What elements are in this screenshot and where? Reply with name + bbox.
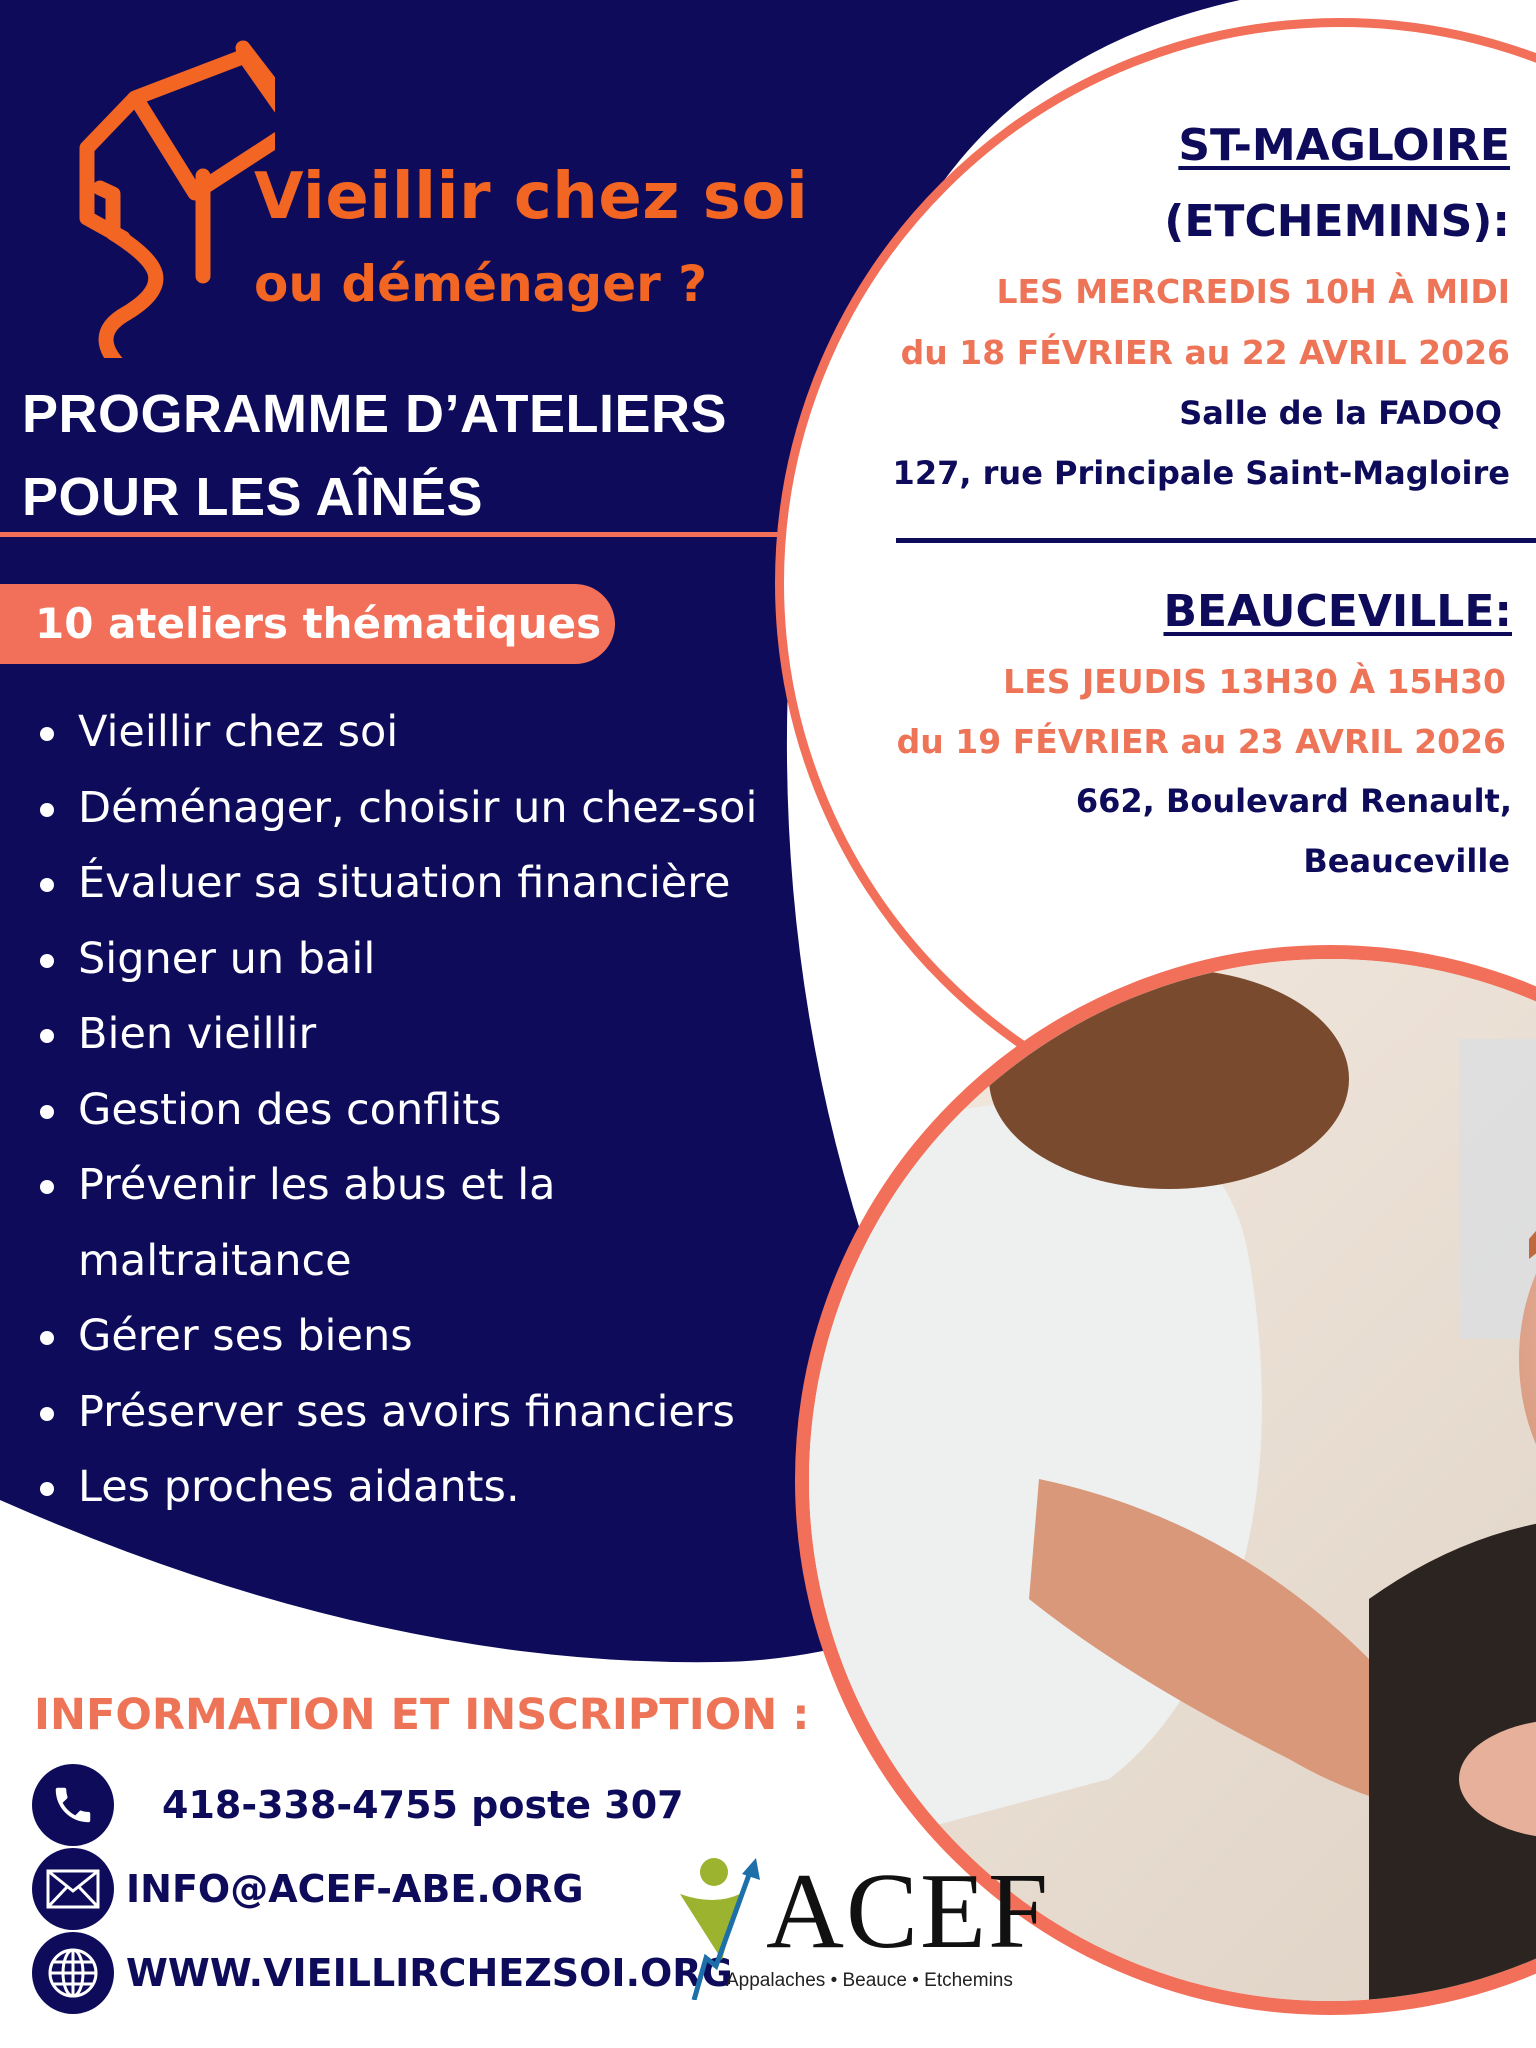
location-2-dates: du 19 FÉVRIER au 23 AVRIL 2026 xyxy=(896,722,1506,761)
locations-divider xyxy=(896,538,1536,543)
program-heading-line1: PROGRAMME D’ATELIERS xyxy=(22,384,728,444)
list-item xyxy=(36,1148,757,1299)
contact-phone xyxy=(32,1764,684,1846)
house-path-icon xyxy=(45,28,275,358)
list-item xyxy=(36,1375,757,1451)
location-1-name: ST-MAGLOIRE xyxy=(1178,120,1510,171)
envelope-icon xyxy=(32,1848,114,1930)
bullet-icon xyxy=(40,1407,54,1421)
phone-number[interactable]: 418-338-4755 poste 307 xyxy=(162,1783,684,1827)
seniors-photo xyxy=(809,959,1536,2001)
location-2-name: BEAUCEVILLE: xyxy=(1163,586,1512,637)
website-url[interactable]: WWW.VIEILLIRCHEZSOI.ORG xyxy=(126,1951,733,1995)
list-item-label: Bien vieillir xyxy=(78,1009,317,1059)
bullet-icon xyxy=(40,803,54,817)
bullet-icon xyxy=(40,954,54,968)
list-item xyxy=(36,771,757,847)
bullet-icon xyxy=(40,1029,54,1043)
list-item-label: Gérer ses biens xyxy=(78,1311,413,1361)
info-heading: INFORMATION ET INSCRIPTION : xyxy=(34,1690,810,1740)
location-1-address: 127, rue Principale Saint-Magloire xyxy=(892,454,1510,492)
bullet-icon xyxy=(40,878,54,892)
phone-icon xyxy=(32,1764,114,1846)
list-item xyxy=(36,846,757,922)
main-title-line2: ou déménager ? xyxy=(254,255,708,313)
bullet-icon xyxy=(40,727,54,741)
contact-email xyxy=(32,1848,584,1930)
globe-icon xyxy=(32,1932,114,2014)
acef-logo xyxy=(676,1850,1051,2010)
location-1-region: (ETCHEMINS): xyxy=(1164,196,1510,247)
list-item xyxy=(36,1073,757,1149)
bullet-icon xyxy=(40,1331,54,1345)
list-item xyxy=(36,997,757,1073)
list-item-label: Vieillir chez soi xyxy=(78,707,399,757)
bullet-icon xyxy=(40,1105,54,1119)
workshops-badge: 10 ateliers thématiques xyxy=(0,584,615,664)
main-title-line1: Vieillir chez soi xyxy=(254,160,809,234)
list-item-label: Gestion des conflits xyxy=(78,1084,502,1135)
list-item-label: Déménager, choisir un chez-soi xyxy=(78,782,758,833)
location-2-schedule: LES JEUDIS 13H30 À 15H30 xyxy=(1003,662,1506,701)
orange-divider xyxy=(0,532,780,537)
bullet-icon xyxy=(40,1482,54,1496)
workshop-list xyxy=(36,695,757,1526)
list-item-label: Prévenir les abus et la xyxy=(78,1160,556,1210)
list-item-label: Signer un bail xyxy=(78,933,376,984)
acef-wordmark: ACEF xyxy=(766,1852,1051,1971)
location-1-venue: Salle de la FADOQ xyxy=(1179,394,1502,432)
list-item-label: Les proches aidants. xyxy=(78,1462,520,1512)
list-item xyxy=(36,922,757,998)
list-item xyxy=(36,1450,757,1526)
location-2-address-line1: 662, Boulevard Renault, xyxy=(1075,782,1512,820)
program-heading-line2: POUR LES AÎNÉS xyxy=(22,467,484,527)
list-item xyxy=(36,695,757,771)
location-1-schedule: LES MERCREDIS 10H À MIDI xyxy=(996,272,1510,311)
acef-tagline: Appalaches • Beauce • Etchemins xyxy=(726,1970,1013,1991)
list-item xyxy=(36,1299,757,1375)
list-item-continuation: maltraitance xyxy=(78,1235,352,1286)
list-item-label: Préserver ses avoirs financiers xyxy=(78,1386,735,1437)
location-2-address-line2: Beauceville xyxy=(1303,842,1510,880)
email-address[interactable]: INFO@ACEF-ABE.ORG xyxy=(126,1867,584,1911)
bullet-icon xyxy=(40,1180,54,1194)
list-item-label: Évaluer sa situation financière xyxy=(78,858,731,908)
contact-website xyxy=(32,1932,733,2014)
location-1-dates: du 18 FÉVRIER au 22 AVRIL 2026 xyxy=(900,333,1510,372)
